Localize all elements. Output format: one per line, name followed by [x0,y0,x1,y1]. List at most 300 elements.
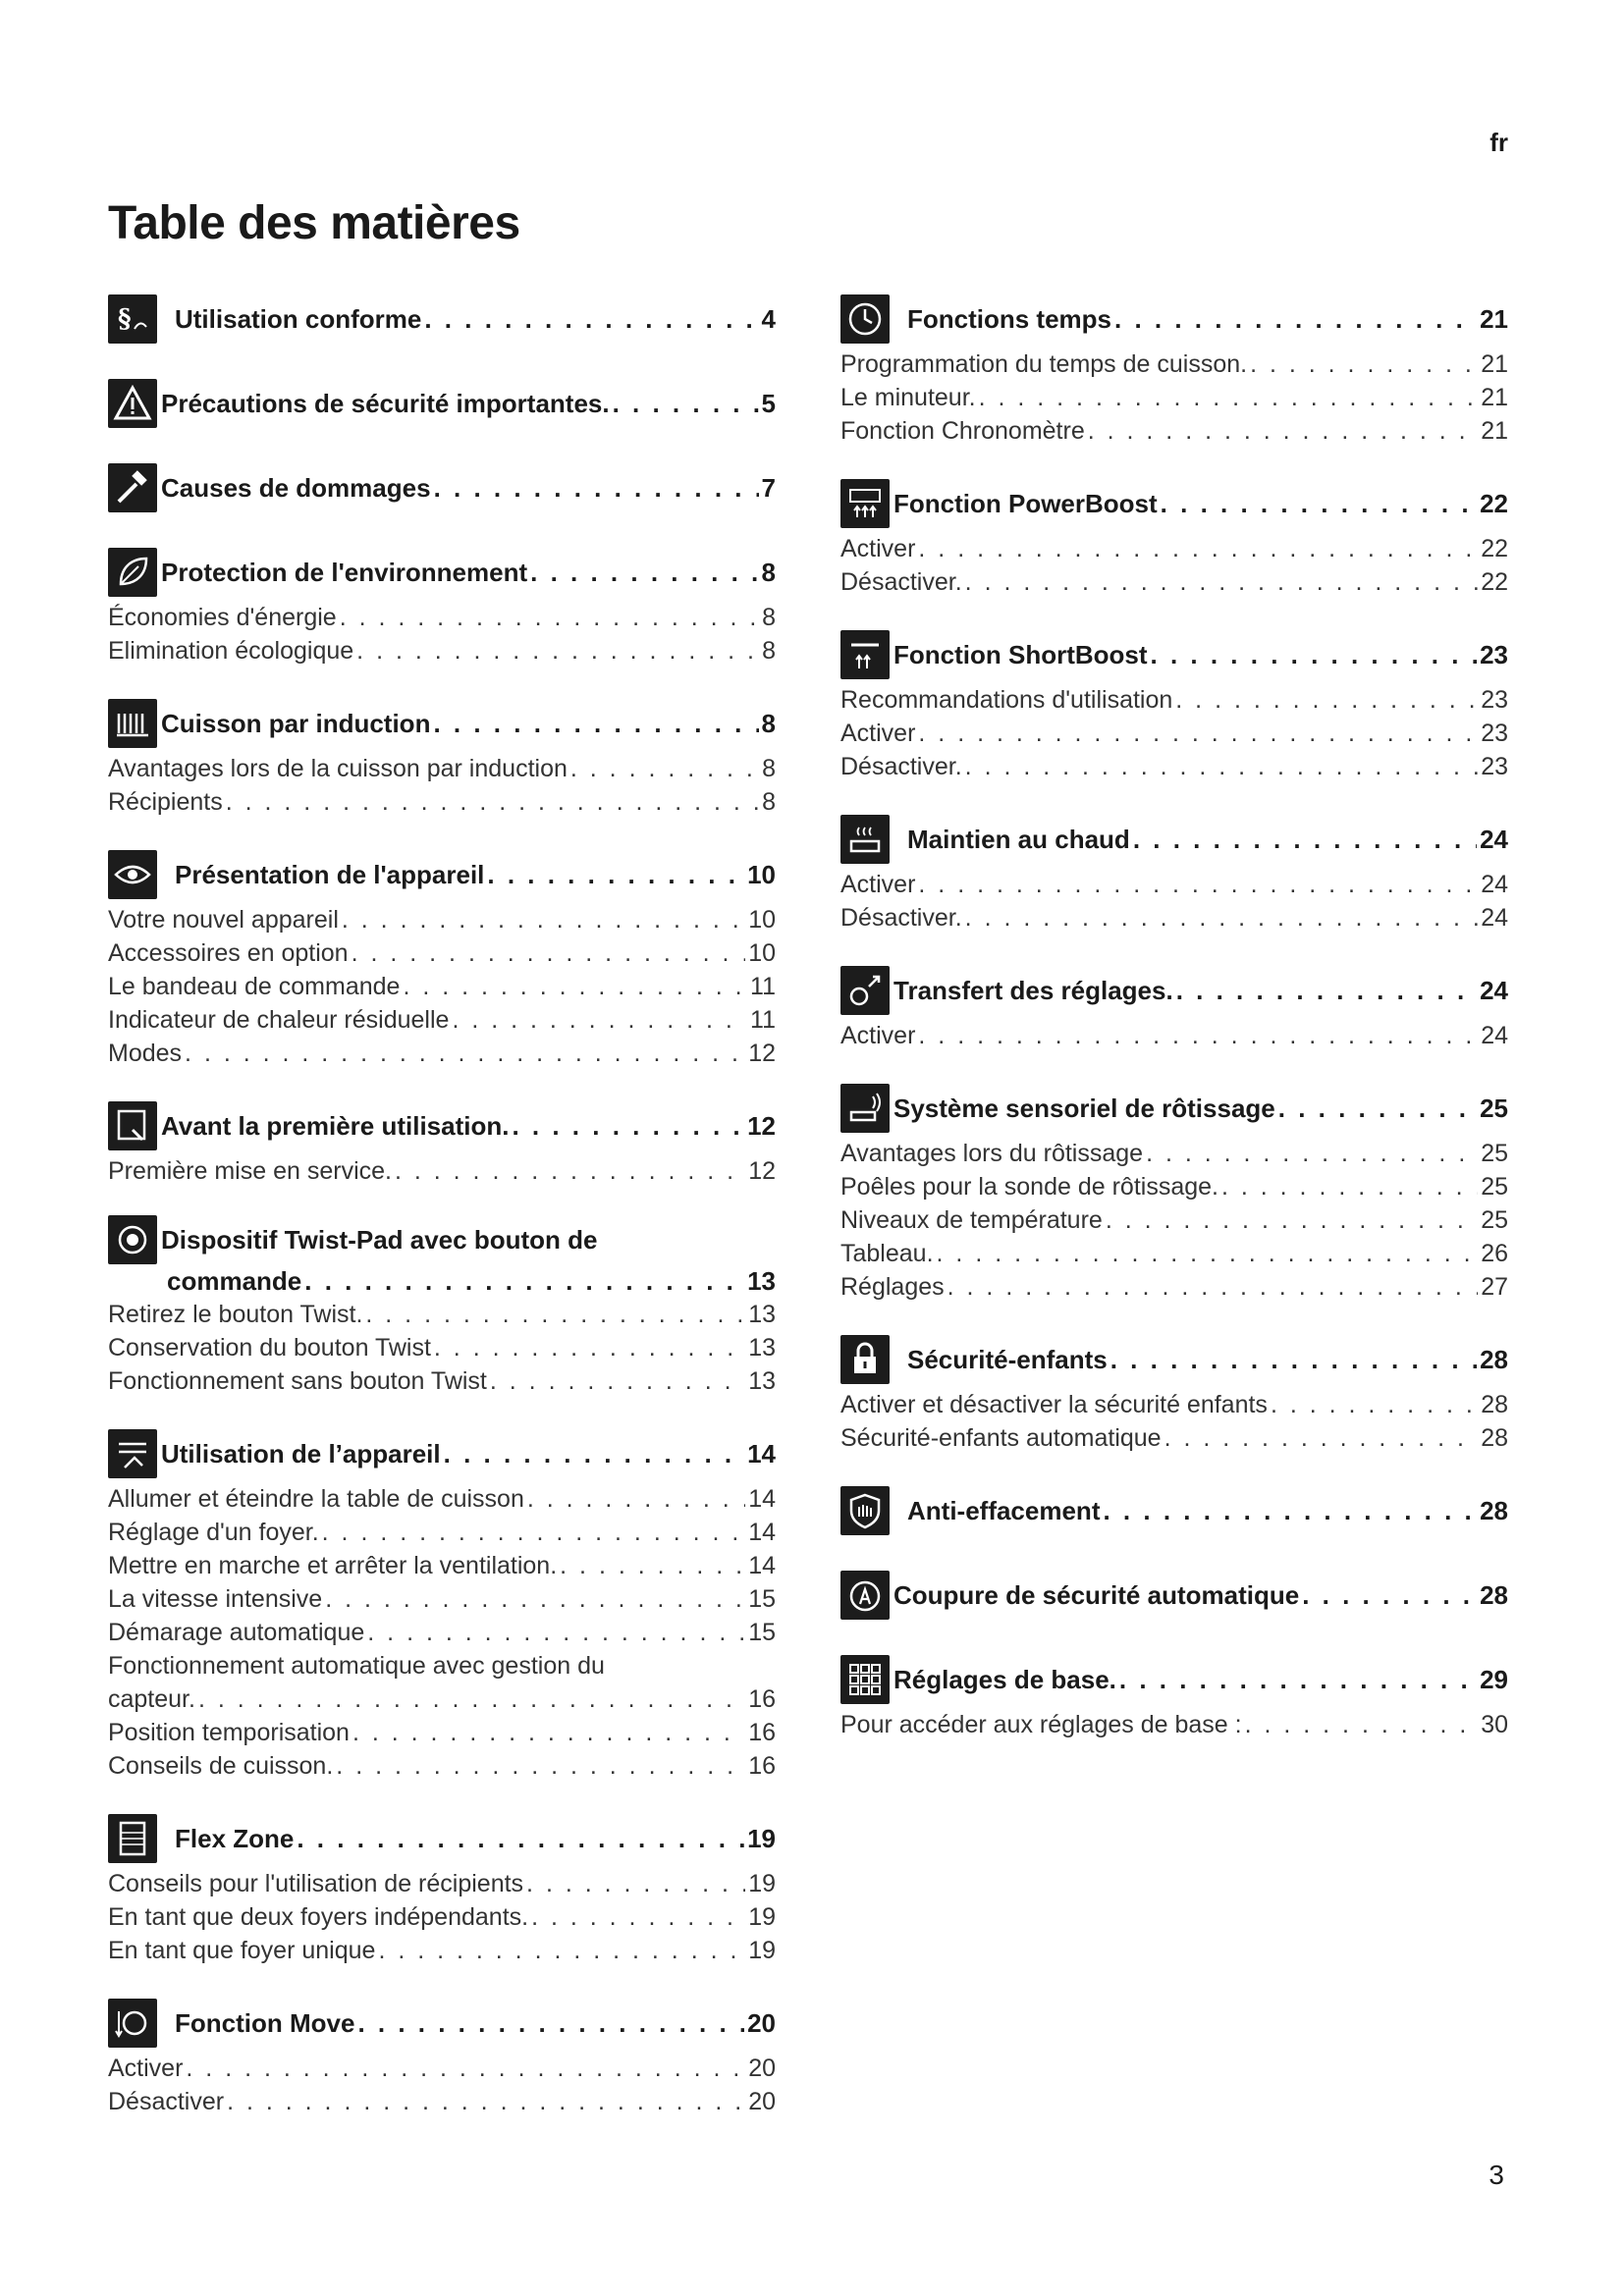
toc-section-heading-page: 4 [761,304,776,334]
dot-leader [1250,347,1478,381]
toc-entry[interactable] [108,1867,776,1900]
toc-section [840,811,1508,934]
toc-section [840,1567,1508,1624]
toc-entry-page: 10 [748,906,776,934]
dot-leader [352,936,746,970]
toc-entry-label: La vitesse intensive [108,1585,323,1613]
toc-entry-label: Pour accéder aux réglages de base : [840,1711,1242,1738]
toc-entry-label: Fonctionnement automatique avec gestion du [108,1652,605,1680]
dot-leader [1161,487,1477,520]
dot-leader [1176,974,1477,1007]
toc-entry[interactable] [108,2052,776,2085]
toc-entry[interactable] [840,381,1508,414]
toc-entry-label: Le bandeau de commande [108,973,401,1000]
toc-entry-page: 19 [748,1870,776,1897]
dot-leader [226,785,759,819]
toc-section-heading[interactable] [840,475,1508,532]
toc-entry-page: 13 [748,1367,776,1395]
toc-entry-label: Première mise en service. [108,1157,392,1185]
dot-leader [365,1298,745,1331]
toc-section-heading-label: Flex Zone [175,1824,295,1853]
eye-icon [108,850,157,899]
toc-section-heading[interactable] [108,1425,776,1482]
toc-entry[interactable] [108,1934,776,1967]
toc-entry-page: 20 [748,2055,776,2082]
toc-entry[interactable] [840,1421,1508,1455]
toc-entry-label: Mettre en marche et arrêter la ventilation. [108,1552,558,1579]
toc-entry-label: Activer [840,535,916,562]
toc-entry[interactable] [108,936,776,970]
toc-entry[interactable] [840,1708,1508,1741]
toc-section-heading-page: 22 [1480,489,1508,518]
dot-leader [434,1331,745,1364]
toc-entry-label: Elimination écologique [108,637,354,665]
toc-section [108,1810,776,1967]
dot-leader [424,302,758,336]
dot-leader [1221,1170,1478,1203]
auto-shutoff-icon [840,1571,890,1620]
toc-section-heading-page: 8 [761,558,776,587]
toc-entry-label: Allumer et éteindre la table de cuisson [108,1485,524,1513]
toc-entry[interactable] [108,2085,776,2118]
move-function-icon [108,1999,157,2048]
toc-entry-page: 24 [1481,904,1508,932]
toc-section-heading-label: Réglages de base. [893,1665,1116,1694]
toc-entry-label: En tant que deux foyers indépendants. [108,1903,529,1931]
toc-section-heading-label: Utilisation conforme [175,304,422,334]
toc-entry-page: 21 [1481,350,1508,378]
toc-entry-page: 8 [762,637,776,665]
toc-entry-label: Économies d'énergie [108,604,337,631]
dot-leader [367,1616,745,1649]
toc-entry[interactable] [840,414,1508,448]
toc-entry[interactable] [108,1037,776,1070]
toc-entry[interactable] [840,532,1508,565]
toc-entry[interactable] [108,1364,776,1398]
toc-section-heading-label: Protection de l'environnement [161,558,528,587]
hammer-icon [108,463,157,512]
toc-section-heading-page: 23 [1480,640,1508,669]
toc-section-heading-label: Cuisson par induction [161,709,431,738]
toc-entry-page: 10 [748,939,776,967]
toc-section-heading-page: 28 [1480,1345,1508,1374]
dot-leader [1245,1708,1479,1741]
toc-section-heading-label: Précautions de sécurité importantes. [161,389,610,418]
dot-leader [340,601,759,634]
dot-leader [352,1716,745,1749]
toc-entry[interactable] [108,1003,776,1037]
dot-leader [395,1154,745,1188]
toc-entry[interactable] [108,1331,776,1364]
toc-entry-label: Réglage d'un foyer. [108,1519,319,1546]
toc-entry-label: Votre nouvel appareil [108,906,339,934]
toc-entry-label: Désactiver. [840,753,962,780]
toc-entry[interactable] [840,901,1508,934]
toc-entry-label: Démarage automatique [108,1619,365,1646]
toc-entry[interactable] [840,868,1508,901]
toc-section-heading[interactable] [108,1097,776,1154]
toc-entry-page: 12 [748,1157,776,1185]
toc-entry-page: 27 [1481,1273,1508,1301]
dot-leader [1164,1421,1479,1455]
toc-section-heading-page: 29 [1480,1665,1508,1694]
dot-leader [356,634,759,667]
toc-entry[interactable] [108,970,776,1003]
toc-entry-label: Retirez le bouton Twist. [108,1301,363,1328]
toc-section [108,846,776,1070]
toc-section-heading-label: Avant la première utilisation. [161,1111,510,1141]
toc-entry[interactable] [840,717,1508,750]
toc-section-heading-label: Fonction Move [175,2008,355,2038]
frying-sensor-icon [840,1084,890,1133]
dot-leader [526,1867,745,1900]
dot-leader [186,2052,745,2085]
dot-leader [1278,1092,1477,1125]
dot-leader [937,1237,1479,1270]
dot-leader [512,1109,744,1143]
toc-section-heading-label: Système sensoriel de rôtissage [893,1094,1275,1123]
toc-entry[interactable] [108,903,776,936]
toc-entry-page: 8 [762,788,776,816]
toc-entry-page: 23 [1481,686,1508,714]
toc-entry-label: Le minuteur. [840,384,976,411]
toc-section [108,1995,776,2118]
dot-leader [342,903,745,936]
toc-entry-label: Tableau. [840,1240,934,1267]
toc-entry-page: 14 [748,1552,776,1579]
toc-entry-page: 15 [748,1619,776,1646]
hob-hand-icon [108,1429,157,1478]
dot-leader [918,532,1478,565]
toc-section-heading-cont-label: commande [167,1266,302,1296]
toc-entry[interactable] [840,1388,1508,1421]
dot-leader [1302,1578,1477,1612]
dot-leader [918,717,1478,750]
toc-section-heading[interactable] [108,1810,776,1867]
toc-section [108,459,776,516]
dot-leader [403,970,747,1003]
toc-section [840,291,1508,448]
toc-section [840,475,1508,599]
toc-entry-page: 12 [748,1040,776,1067]
toc-section-heading[interactable] [108,544,776,601]
toc-entry[interactable] [840,750,1508,783]
toc-section [840,1331,1508,1455]
toc-section-heading-page: 19 [747,1824,776,1853]
dot-leader [1271,1388,1478,1421]
toc-entry[interactable] [108,785,776,819]
toc-entry[interactable] [840,565,1508,599]
transfer-settings-icon [840,966,890,1015]
toc-entry-label: Position temporisation [108,1719,350,1746]
toc-section-heading-label: Coupure de sécurité automatique [893,1580,1300,1610]
toc-section [108,1215,776,1398]
dot-leader [490,1364,745,1398]
toc-section [840,1080,1508,1304]
toc-entry[interactable] [108,1582,776,1616]
leaf-icon [108,548,157,597]
dot-leader [947,1270,1479,1304]
toc-entry-page: 16 [748,1685,776,1713]
toc-entry-label: capteur. [108,1685,195,1713]
page-number: 3 [1489,2160,1504,2190]
toc-entry-page: 21 [1481,417,1508,445]
dot-leader [1133,823,1477,856]
flex-zone-icon [108,1814,157,1863]
toc-section-heading-page: 25 [1480,1094,1508,1123]
toc-entry[interactable] [108,1716,776,1749]
toc-entry-page: 25 [1481,1206,1508,1234]
toc-section-heading[interactable] [108,375,776,432]
toc-section-heading[interactable] [108,459,776,516]
dot-leader [1088,414,1478,448]
toc-entry-label: Activer [108,2055,184,2082]
dot-leader [444,1437,744,1470]
toc-entry-label: Désactiver. [840,904,962,932]
dot-leader [378,1934,745,1967]
toc-entry[interactable] [108,1900,776,1934]
toc-section-heading[interactable] [108,846,776,903]
toc-entry-page: 14 [748,1485,776,1513]
toc-entry-page: 20 [748,2088,776,2115]
toc-entry-label: Programmation du temps de cuisson. [840,350,1248,378]
wipe-protection-icon [840,1486,890,1535]
toc-section-heading[interactable] [108,1215,776,1264]
dot-leader [325,1582,745,1616]
toc-section-heading[interactable] [840,1331,1508,1388]
paragraph-hand-icon [108,294,157,344]
toc-entry-label: Sécurité-enfants automatique [840,1424,1162,1452]
dot-leader [530,556,758,589]
toc-section-heading[interactable] [108,695,776,752]
toc-right-column [840,291,1508,1769]
toc-entry-label: Indicateur de chaleur résiduelle [108,1006,450,1034]
toc-entry[interactable] [840,1270,1508,1304]
toc-section [108,544,776,667]
dot-leader [322,1516,746,1549]
dot-leader [965,565,1479,599]
toc-entry-page: 24 [1481,871,1508,898]
toc-section [108,1425,776,1783]
dot-leader [1103,1494,1477,1527]
keep-warm-icon [840,815,890,864]
dot-leader [613,387,759,420]
toc-entry[interactable] [108,601,776,634]
toc-section-heading-label: Anti-effacement [907,1496,1101,1525]
toc-section-heading-label: Utilisation de l’appareil [161,1439,441,1468]
toc-entry[interactable] [108,1749,776,1783]
toc-section-heading-label: Transfert des réglages. [893,976,1173,1005]
twist-pad-icon [108,1215,157,1264]
induction-coil-icon [108,699,157,748]
toc-entry-page: 19 [748,1937,776,1964]
toc-entry-page: 25 [1481,1173,1508,1201]
dot-leader [227,2085,745,2118]
section-title-line1: Dispositif Twist-Pad avec bouton de [161,1225,598,1255]
toc-entry[interactable] [108,1682,776,1716]
toc-section [840,626,1508,783]
toc-entry-label: Récipients [108,788,223,816]
toc-entry-label: Activer [840,1022,916,1049]
dot-leader [297,1822,744,1855]
toc-section [108,291,776,347]
shortboost-icon [840,630,890,679]
toc-entry-page: 14 [748,1519,776,1546]
toc-entry-page: 21 [1481,384,1508,411]
toc-entry[interactable] [108,1549,776,1582]
page-title: Table des matières [108,197,520,249]
toc-entry-page: 13 [748,1334,776,1362]
toc-section [108,695,776,819]
dot-leader [304,1264,744,1298]
toc-entry-label: Conseils de cuisson. [108,1752,334,1780]
toc-section-heading-page: 21 [1480,304,1508,334]
svg-text:§: § [118,304,132,334]
toc-entry-page: 25 [1481,1140,1508,1167]
toc-section [840,1651,1508,1741]
toc-section-heading[interactable] [840,1567,1508,1624]
dot-leader [434,471,759,505]
toc-entry-label: Poêles pour la sonde de rôtissage. [840,1173,1218,1201]
toc-entry-label: Activer [840,720,916,747]
toc-entry-label: Conseils pour l'utilisation de récipients [108,1870,524,1897]
toc-entry-page: 22 [1481,535,1508,562]
toc-section-heading-page: 12 [747,1111,776,1141]
toc-entry[interactable] [108,634,776,667]
toc-section-heading-cont[interactable] [108,1264,776,1298]
toc-section-heading-page: 5 [761,389,776,418]
toc-left-column [108,291,776,2146]
toc-entry-page: 13 [748,1301,776,1328]
toc-entry[interactable] [840,1137,1508,1170]
toc-section-heading-page: 28 [1480,1496,1508,1525]
toc-section-heading-page: 24 [1480,825,1508,854]
dot-leader [185,1037,745,1070]
toc-entry[interactable] [108,1482,776,1516]
dot-leader [965,750,1479,783]
toc-entry-page: 28 [1481,1391,1508,1418]
dot-leader [1106,1203,1478,1237]
dot-leader [1175,683,1478,717]
toc-section-heading-page: 20 [747,2008,776,2038]
dot-leader [1119,1663,1477,1696]
toc-entry-label: Désactiver. [840,568,962,596]
dot-leader [918,1019,1478,1052]
toc-entry-label: Accessoires en option [108,939,349,967]
toc-entry-page: 19 [748,1903,776,1931]
toc-section-heading-page: 24 [1480,976,1508,1005]
warning-triangle-icon [108,379,157,428]
toc-section-heading[interactable] [840,811,1508,868]
toc-entry[interactable] [108,1154,776,1188]
toc-section-heading[interactable] [108,291,776,347]
toc-entry-label: Activer [840,871,916,898]
toc-entry-page: 23 [1481,720,1508,747]
toc-entry-page: 8 [762,604,776,631]
toc-section-heading-page: 14 [747,1439,776,1468]
dot-leader [336,1749,745,1783]
toc-section-heading-page: 8 [761,709,776,738]
toc-entry-page: 22 [1481,568,1508,596]
powerboost-icon [840,479,890,528]
dot-leader [570,752,759,785]
toc-entry-page: 16 [748,1719,776,1746]
clock-icon [840,294,890,344]
toc-section-heading-label: Causes de dommages [161,473,431,503]
dot-leader [198,1682,745,1716]
toc-entry-page: 24 [1481,1022,1508,1049]
toc-section [840,962,1508,1052]
toc-entry[interactable] [840,1203,1508,1237]
toc-entry-page: 11 [750,1006,776,1034]
toc-entry-page: 28 [1481,1424,1508,1452]
toc-entry-label: En tant que foyer unique [108,1937,376,1964]
toc-entry[interactable] [108,1516,776,1549]
toc-entry-page: 30 [1481,1711,1508,1738]
toc-entry-label: Activer et désactiver la sécurité enfants [840,1391,1268,1418]
lock-icon [840,1335,890,1384]
toc-entry[interactable] [108,1616,776,1649]
toc-entry[interactable] [108,1298,776,1331]
dot-leader [357,2006,744,2040]
toc-entry-label: Niveaux de température [840,1206,1103,1234]
toc-section-heading-label: Fonctions temps [907,304,1112,334]
toc-entry[interactable] [840,1019,1508,1052]
toc-entry[interactable] [108,1649,776,1682]
toc-entry-label: Fonction Chronomètre [840,417,1085,445]
dot-leader [487,858,744,891]
toc-section [840,1482,1508,1539]
dot-leader [560,1549,745,1582]
toc-section-heading[interactable] [840,1482,1508,1539]
toc-section-heading-cont-page: 13 [747,1266,776,1296]
toc-entry[interactable] [108,752,776,785]
toc-section-heading[interactable] [840,1651,1508,1708]
toc-entry-label: Avantages lors de la cuisson par induction [108,755,568,782]
dot-leader [452,1003,747,1037]
toc-entry-label: Désactiver [108,2088,225,2115]
toc-entry-label: Fonctionnement sans bouton Twist [108,1367,487,1395]
dot-leader [531,1900,745,1934]
toc-entry-label: Réglages [840,1273,945,1301]
toc-section-heading-label: Présentation de l'appareil [175,860,485,889]
toc-section-heading[interactable] [840,962,1508,1019]
language-code: fr [1489,128,1508,157]
toc-entry-page: 23 [1481,753,1508,780]
toc-section-heading[interactable] [108,1995,776,2052]
toc-entry-page: 15 [748,1585,776,1613]
toc-section-heading-page: 7 [761,473,776,503]
toc-section-heading[interactable] [840,291,1508,347]
toc-entry-label: Recommandations d'utilisation [840,686,1173,714]
toc-entry[interactable] [840,347,1508,381]
toc-entry-page: 26 [1481,1240,1508,1267]
toc-entry[interactable] [840,683,1508,717]
dot-leader [527,1482,745,1516]
toc-entry[interactable] [840,1170,1508,1203]
toc-section-heading[interactable] [840,1080,1508,1137]
toc-section-heading-label: Sécurité-enfants [907,1345,1108,1374]
dot-leader [433,707,758,740]
toc-entry-label: Avantages lors du rôtissage [840,1140,1144,1167]
toc-section-heading[interactable] [840,626,1508,683]
toc-section-heading-label: Maintien au chaud [907,825,1130,854]
dot-leader [1110,1343,1477,1376]
toc-entry[interactable] [840,1237,1508,1270]
toc-section-heading-label: Fonction PowerBoost [893,489,1158,518]
toc-entry-page: 16 [748,1752,776,1780]
toc-entry-page: 11 [750,973,776,1000]
